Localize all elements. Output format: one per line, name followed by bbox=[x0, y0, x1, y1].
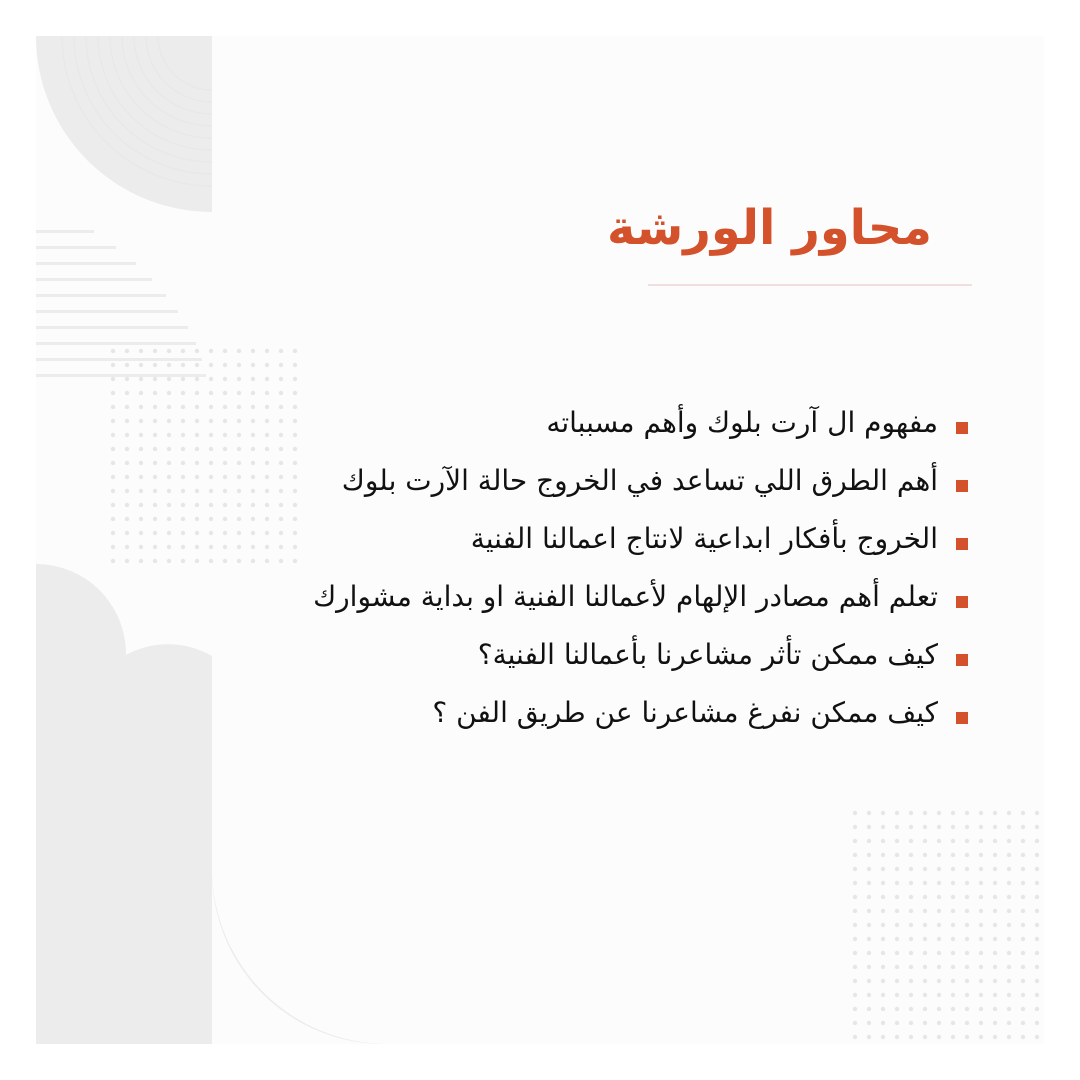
topics-list bbox=[313, 394, 968, 742]
list-item bbox=[313, 684, 968, 742]
topic-text: كيف ممكن تأثر مشاعرنا بأعمالنا الفنية؟ bbox=[477, 638, 938, 671]
topic-text: أهم الطرق اللي تساعد في الخروج حالة الآرت بلوك bbox=[341, 464, 938, 497]
dot-pattern-left bbox=[106, 340, 306, 568]
square-bullet-icon bbox=[956, 480, 968, 492]
square-bullet-icon bbox=[956, 712, 968, 724]
vertical-band bbox=[36, 656, 212, 906]
page-title: محاور الورشة bbox=[606, 200, 932, 256]
top-left-quarter-shape bbox=[36, 36, 212, 212]
topic-text: كيف ممكن نفرغ مشاعرنا عن طريق الفن ؟ bbox=[432, 696, 938, 729]
topic-text: الخروج بأفكار ابداعية لانتاج اعمالنا الفنية bbox=[470, 522, 938, 555]
square-bullet-icon bbox=[956, 596, 968, 608]
square-bullet-icon bbox=[956, 538, 968, 550]
list-item bbox=[313, 510, 968, 568]
title-divider bbox=[648, 284, 972, 286]
list-item bbox=[313, 568, 968, 626]
dot-pattern-bottom-right bbox=[846, 806, 1044, 1044]
content-card bbox=[36, 36, 1044, 1044]
square-bullet-icon bbox=[956, 654, 968, 666]
list-item bbox=[313, 394, 968, 452]
topic-text: مفهوم ال آرت بلوك وأهم مسبباته bbox=[546, 406, 938, 439]
list-item bbox=[313, 626, 968, 684]
topic-text: تعلم أهم مصادر الإلهام لأعمالنا الفنية او بداية مشوارك bbox=[313, 580, 938, 613]
square-bullet-icon bbox=[956, 422, 968, 434]
list-item bbox=[313, 452, 968, 510]
